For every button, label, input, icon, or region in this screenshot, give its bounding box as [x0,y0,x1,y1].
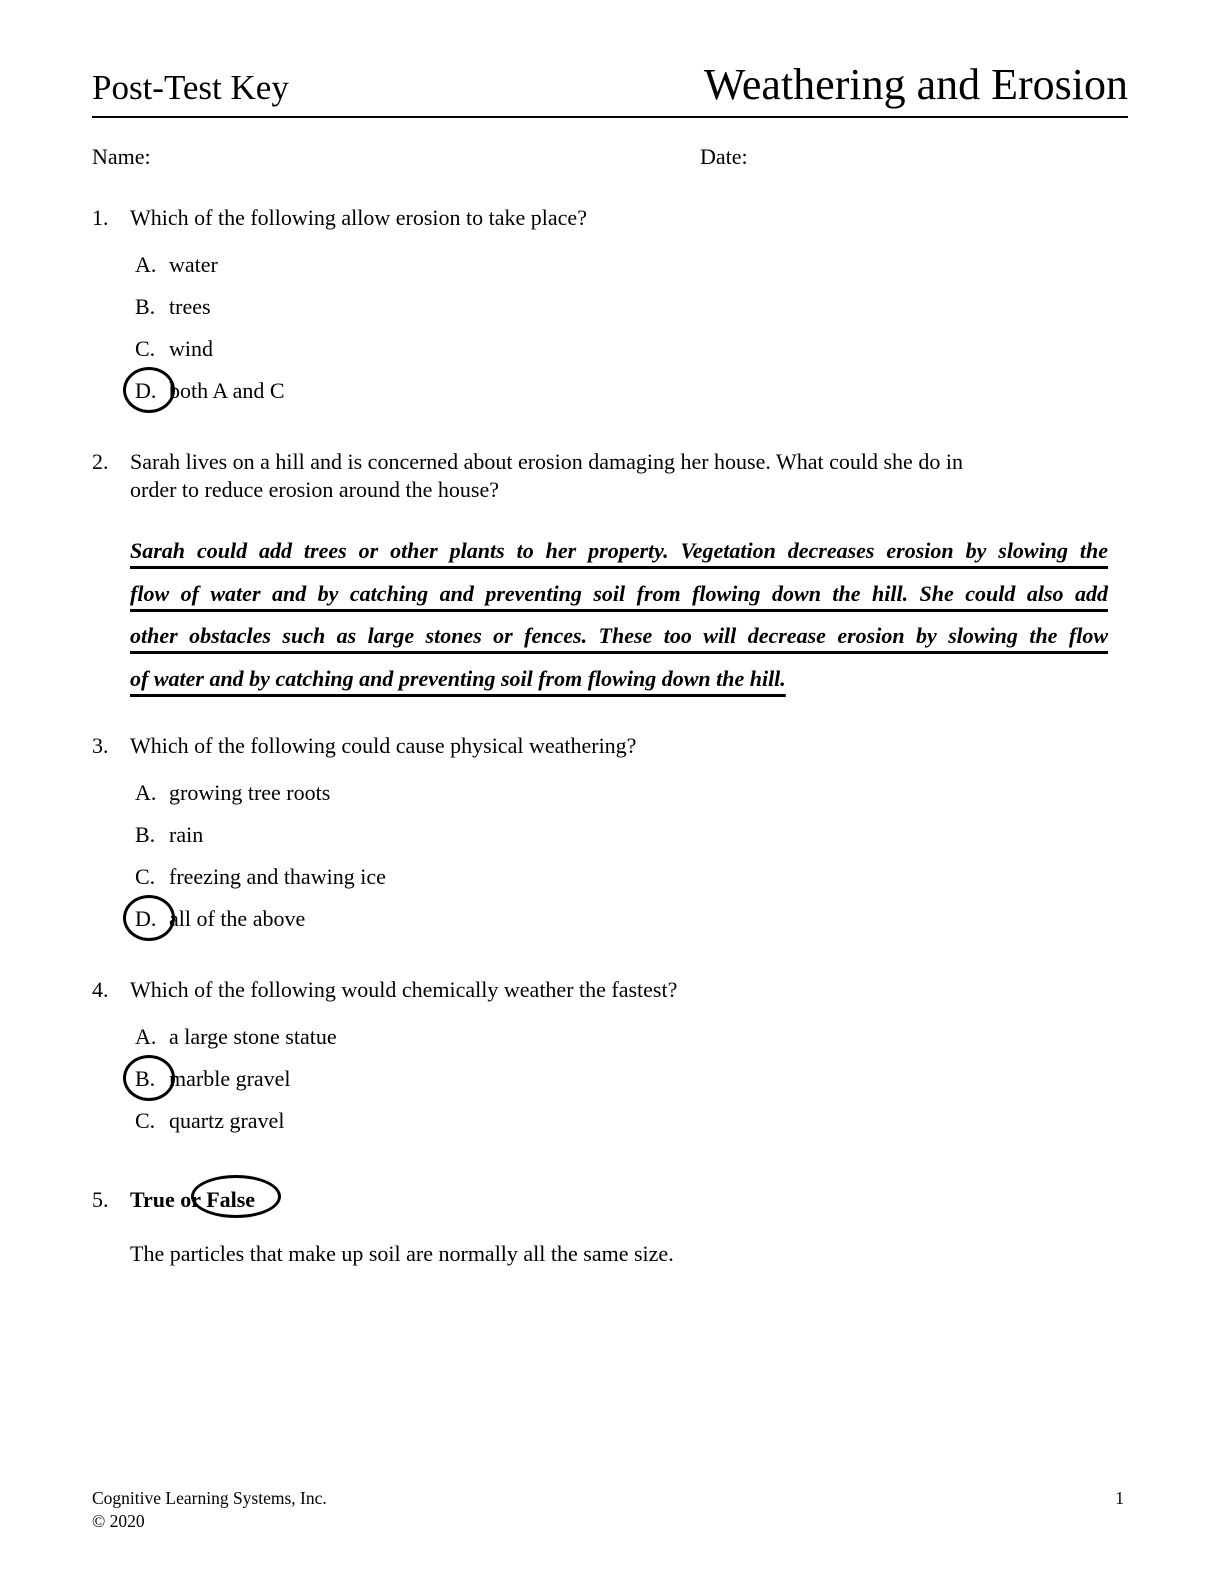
option-letter: B. [135,822,156,848]
option-letter: A. [135,1024,157,1050]
name-label: Name: [92,144,151,170]
footer-copyright: © 2020 [92,1511,145,1531]
footer-org: Cognitive Learning Systems, Inc. [92,1488,327,1508]
option-row [135,772,1128,814]
question-5-number: 5. [92,1187,109,1213]
answer-circle-icon [191,1175,281,1218]
option-text: all of the above [169,906,306,932]
option-letter-text: B. [135,1066,156,1092]
answer-line: flow of water and by catching and preventing soil from flowing down the hill. She could also add [130,580,1108,606]
true-or-label: True or [130,1187,201,1213]
answer-circle-icon [123,895,175,941]
doc-type-title: Post-Test Key [92,68,289,107]
option-letter: A. [135,252,157,278]
option-letter [135,908,169,930]
option-row [135,286,1128,328]
question-2-text [130,448,1128,504]
question-4-options [92,1016,1128,1142]
option-letter-text: D. [135,906,157,932]
page-title: Weathering and Erosion [703,60,1128,109]
option-text: quartz gravel [169,1108,285,1134]
option-row [135,856,1128,898]
answer-line: Sarah could add trees or other plants to her property. Vegetation decreases erosion by slowing the [130,538,1108,564]
question-1 [92,204,1128,232]
question-1-number: 1. [92,205,109,231]
question-5-prompt [130,1186,1128,1214]
option-text: water [169,252,218,278]
question-2 [92,448,1128,504]
option-letter: A. [135,780,157,806]
option-row [135,370,1128,412]
question-3-options [92,772,1128,940]
option-letter: C. [135,1108,156,1134]
question-2-answer [130,530,1108,700]
footer-left [92,1487,327,1533]
question-5 [92,1186,1128,1214]
name-date-row [92,144,1128,170]
option-text: a large stone statue [169,1024,337,1050]
question-4-text: Which of the following would chemically weather the fastest? [130,977,678,1003]
date-label: Date: [700,144,748,170]
option-row [135,328,1128,370]
option-row [135,1016,1128,1058]
option-text: wind [169,336,213,362]
question-2-text-line: order to reduce erosion around the house? [130,477,499,503]
question-3-number: 3. [92,733,109,759]
answer-line: of water and by catching and preventing soil from flowing down the hill. [130,665,786,691]
question-1-options [92,244,1128,412]
question-4 [92,976,1128,1004]
option-letter: C. [135,864,156,890]
false-label-wrap [206,1186,255,1214]
option-row [135,1058,1128,1100]
option-text: rain [169,822,204,848]
option-text: marble gravel [169,1066,291,1092]
page-number: 1 [1115,1488,1124,1508]
option-row [135,1100,1128,1142]
question-4-number: 4. [92,977,109,1003]
page-footer [92,1487,1124,1533]
answer-circle-icon [123,1055,175,1101]
answer-line: other obstacles such as large stones or fences. These too will decrease erosion by slowing the flow [130,623,1108,649]
question-3 [92,732,1128,760]
option-text: growing tree roots [169,780,331,806]
option-row [135,898,1128,940]
false-label: False [206,1187,256,1213]
option-row [135,814,1128,856]
option-text: trees [169,294,211,320]
option-letter: B. [135,294,156,320]
question-5-statement: The particles that make up soil are normally all the same size. [130,1241,674,1267]
option-letter: C. [135,336,156,362]
option-text: both A and C [169,378,285,404]
option-letter [135,380,169,402]
option-text: freezing and thawing ice [169,864,386,890]
header [92,62,1128,118]
question-3-text: Which of the following could cause physical weathering? [130,733,637,759]
option-letter-text: D. [135,378,157,404]
answer-circle-icon [123,367,175,413]
question-2-text-line: Sarah lives on a hill and is concerned about erosion damaging her house. What could she do in [130,449,963,475]
option-letter [135,1068,169,1090]
question-2-number: 2. [92,449,109,475]
question-1-text: Which of the following allow erosion to take place? [130,205,587,231]
option-row [135,244,1128,286]
